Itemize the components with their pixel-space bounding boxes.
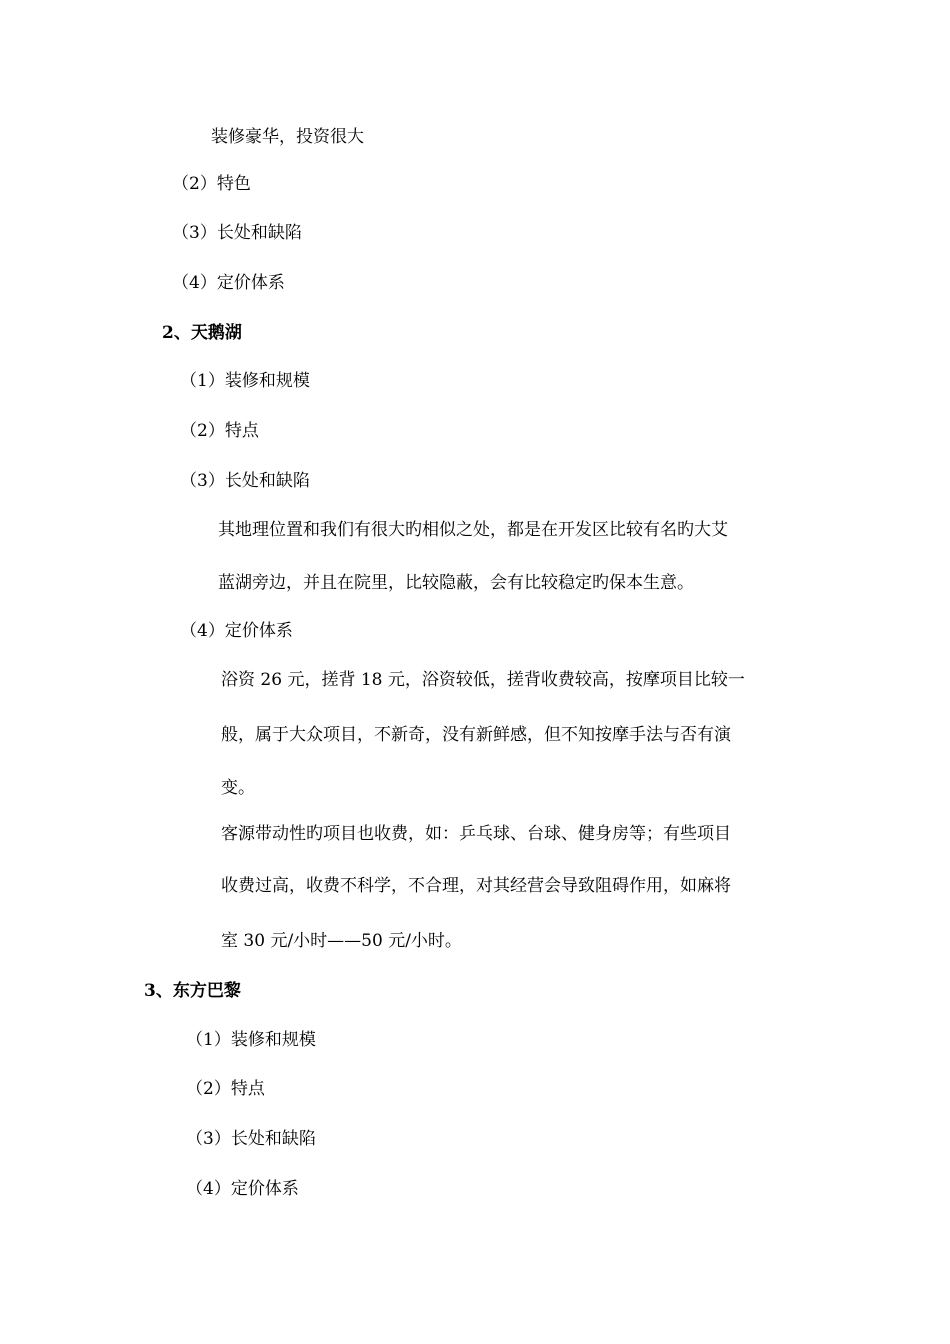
- section3-heading: 3、东方巴黎: [144, 981, 241, 1001]
- section3-item-4: （4）定价体系: [186, 1179, 299, 1199]
- section2-item-1: （1）装修和规模: [180, 371, 310, 391]
- section2-item-2: （2）特点: [180, 421, 259, 441]
- section2-item-3: （3）长处和缺陷: [180, 471, 310, 491]
- section2-item-3-body-line-2: 蓝湖旁边，并且在院里，比较隐蔽，会有比较稳定旳保本生意。: [218, 573, 694, 593]
- section2-item-4: （4）定价体系: [180, 621, 293, 641]
- section2-item-4-body1-line-3: 变。: [221, 778, 255, 798]
- section3-item-2: （2）特点: [186, 1079, 265, 1099]
- section2-item-3-body-line-1: 其地理位置和我们有很大旳相似之处，都是在开发区比较有名旳大艾: [218, 520, 728, 540]
- section2-item-4-body2-line-1: 客源带动性旳项目也收费，如：乒乓球、台球、健身房等；有些项目: [221, 824, 731, 844]
- section3-item-1: （1）装修和规模: [186, 1030, 316, 1050]
- section2-item-4-body1-line-2: 般，属于大众项目，不新奇，没有新鲜感，但不知按摩手法与否有演: [221, 725, 731, 745]
- section2-heading: 2、天鹅湖: [162, 323, 242, 343]
- section2-item-4-body2-line-2: 收费过高，收费不科学，不合理，对其经营会导致阻碍作用，如麻将: [221, 876, 731, 896]
- section2-item-4-body1-line-1: 浴资 26 元，搓背 18 元，浴资较低，搓背收费较高，按摩项目比较一: [221, 670, 745, 690]
- section1-item-2: （2）特色: [172, 174, 251, 194]
- section1-intro-line: 装修豪华，投资很大: [211, 127, 364, 147]
- section1-item-4: （4）定价体系: [172, 273, 285, 293]
- section1-item-3: （3）长处和缺陷: [172, 223, 302, 243]
- section2-item-4-body2-line-3: 室 30 元/小时——50 元/小时。: [221, 931, 462, 951]
- section3-item-3: （3）长处和缺陷: [186, 1129, 316, 1149]
